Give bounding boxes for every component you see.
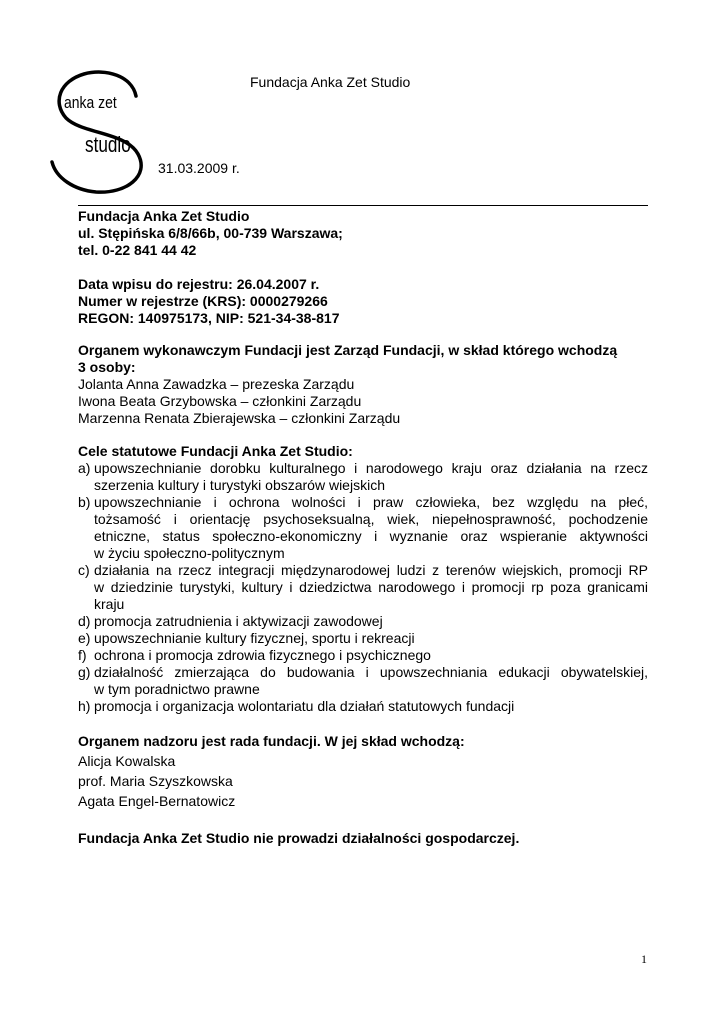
header-divider [78, 205, 648, 206]
supervisory-member: prof. Maria Szyszkowska [78, 773, 233, 789]
list-item-label: f) [78, 647, 87, 663]
registry-line: Numer w rejestrze (KRS): 0000279266 [78, 293, 328, 309]
header-date: 31.03.2009 r. [158, 160, 240, 176]
list-item-text: w tym poradnictwo prawne [94, 681, 260, 697]
address-line: tel. 0-22 841 44 42 [78, 242, 197, 258]
list-item-text: etniczne, status społeczno-ekonomiczny i wyznanie oraz wspieranie aktywności [94, 528, 648, 544]
list-item-label: d) [78, 613, 91, 629]
registry-line: REGON: 140975173, NIP: 521-34-38-817 [78, 310, 340, 326]
list-item-text: promocja zatrudnienia i aktywizacji zawodowej [94, 613, 383, 629]
board-member: Marzenna Renata Zbierajewska – członkini Zarządu [78, 410, 401, 426]
registry-line: Data wpisu do rejestru: 26.04.2007 r. [78, 276, 320, 292]
list-item-text: działalność zmierzająca do budowania i upowszechniania edukacji obywatelskiej, [94, 664, 648, 680]
logo-text-top: anka zet [64, 93, 117, 113]
board-section [78, 342, 648, 427]
list-item [78, 630, 648, 647]
list-item-text: tożsamość i orientację psychoseksualną, wiek, niepełnosprawność, pochodzenie [94, 511, 648, 527]
list-item-text: upowszechnianie i ochrona wolności i praw człowieka, bez względu na płeć, [94, 494, 648, 510]
address-line: ul. Stępińska 6/8/66b, 00-739 Warszawa; [78, 225, 343, 241]
list-item-text: działania na rzecz integracji międzynarodowej ludzi z terenów wiejskich, promocji RP [94, 562, 648, 578]
list-item-text: szerzenia kultury i turystyki obszarów wiejskich [94, 477, 385, 493]
header-title: Fundacja Anka Zet Studio [250, 74, 411, 90]
list-item [78, 494, 648, 562]
list-item-text: promocja i organizacja wolontariatu dla działań statutowych fundacji [94, 698, 515, 714]
list-item-text: w życiu społeczno-politycznym [94, 545, 285, 561]
supervisory-member: Alicja Kowalska [78, 753, 176, 769]
list-item [78, 613, 648, 630]
list-item-text: ochrona i promocja zdrowia fizycznego i psychicznego [94, 647, 431, 663]
list-item-label: b) [78, 494, 91, 510]
list-item-label: g) [78, 664, 91, 680]
list-item-label: c) [78, 562, 90, 578]
address-line: Fundacja Anka Zet Studio [78, 208, 250, 224]
list-item [78, 562, 648, 613]
board-heading: Organem wykonawczym Fundacji jest Zarząd Fundacji, w skład którego wchodzą [78, 342, 618, 358]
list-item-text: kraju [94, 596, 125, 612]
address-block [78, 208, 648, 259]
board-heading-cont: 3 osoby: [78, 359, 136, 375]
closing-statement: Fundacja Anka Zet Studio nie prowadzi działalności gospodarczej. [78, 830, 520, 846]
supervisory-heading: Organem nadzoru jest rada fundacji. W jej skład wchodzą: [78, 733, 465, 749]
list-item-label: h) [78, 698, 91, 714]
list-item-text: upowszechnianie dorobku kulturalnego i narodowego kraju oraz działania na rzecz [94, 460, 648, 476]
supervisory-section [78, 731, 648, 811]
registry-block [78, 276, 648, 327]
list-item-text: w dziedzinie turystyki, kultury i dziedzictwa narodowego i promocji rp poza granicami [94, 579, 648, 595]
list-item-text: upowszechnianie kultury fizycznej, sportu i rekreacji [94, 630, 415, 646]
board-member: Iwona Beata Grzybowska – członkini Zarządu [78, 393, 362, 409]
list-item [78, 698, 648, 715]
goals-list [78, 460, 648, 715]
logo-text-bottom: studio [85, 133, 131, 158]
list-item [78, 647, 648, 664]
supervisory-member: Agata Engel-Bernatowicz [78, 793, 236, 809]
list-item [78, 664, 648, 698]
list-item-label: e) [78, 630, 91, 646]
anka-zet-studio-logo [46, 66, 146, 194]
board-member: Jolanta Anna Zawadzka – prezeska Zarządu [78, 376, 355, 392]
list-item-label: a) [78, 460, 91, 476]
goals-heading: Cele statutowe Fundacji Anka Zet Studio: [78, 443, 353, 459]
page-number: 1 [641, 952, 647, 966]
list-item [78, 460, 648, 494]
